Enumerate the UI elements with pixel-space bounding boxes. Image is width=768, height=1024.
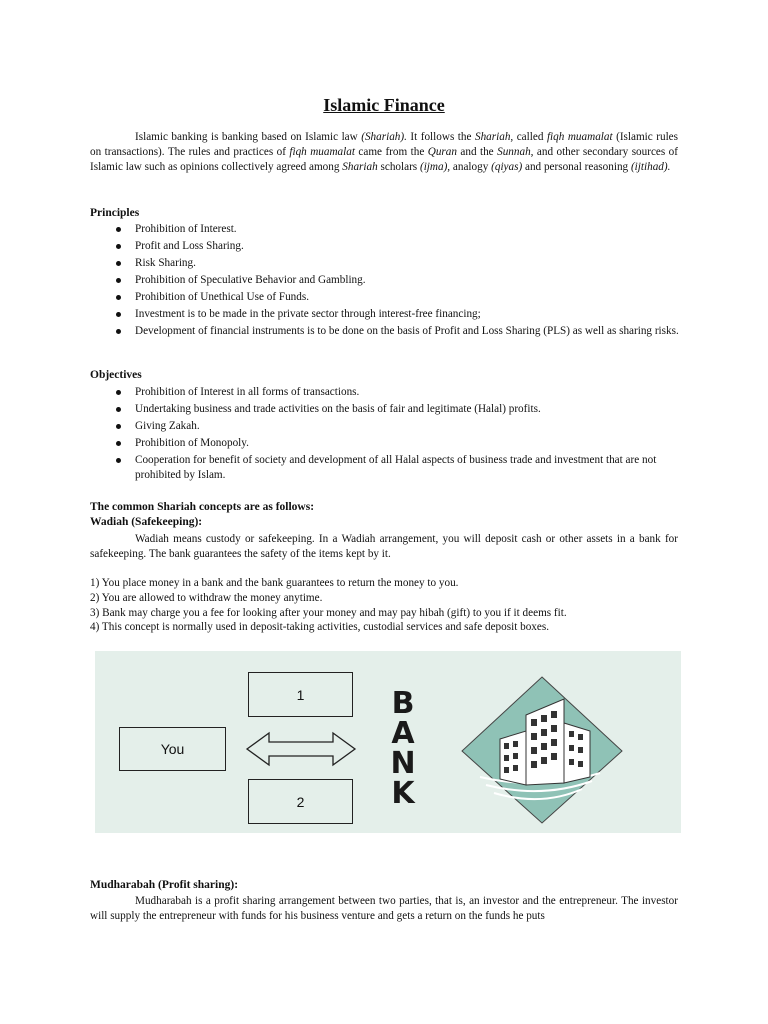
list-item: Prohibition of Monopoly. (90, 436, 680, 451)
objectives-heading: Objectives (90, 369, 142, 381)
step-2-box: 2 (248, 779, 353, 824)
step-line: 4) This concept is normally used in deposit-taking activities, custodial services and safe deposit boxes. (90, 621, 549, 634)
list-item: Prohibition of Unethical Use of Funds. (90, 290, 680, 305)
list-item: Profit and Loss Sharing. (90, 239, 680, 254)
double-arrow-icon (245, 731, 357, 767)
list-item: Prohibition of Interest in all forms of transactions. (90, 385, 680, 400)
intro-paragraph: Islamic banking is banking based on Islamic law (Shariah). It follows the Shariah, called fiqh muamalat (Islamic rules on transactions). The rules and practices of fiqh muamalat came from the Quran and the Sunnah, and other secondary sources of Islamic law such as opinions collectively agreed among Shariah scholars (ijma), analogy (qiyas) and personal reasoning (ijtihad). (90, 131, 678, 174)
page-title: Islamic Finance (323, 95, 445, 115)
principles-list (90, 222, 680, 341)
mudharabah-heading: Mudharabah (Profit sharing): (90, 879, 239, 891)
concepts-heading: The common Shariah concepts are as follows: (90, 501, 315, 513)
principles-heading: Principles (90, 207, 140, 219)
bank-word: B A N K (390, 686, 416, 811)
list-item: Undertaking business and trade activities on the basis of fair and legitimate (Halal) profits. (90, 402, 680, 417)
bank-building-icon (460, 673, 625, 825)
list-item: Development of financial instruments is to be done on the basis of Profit and Loss Sharing (PLS) as well as sharing risks. (90, 324, 680, 339)
list-item: Giving Zakah. (90, 419, 680, 434)
objectives-list (90, 385, 680, 485)
wadiah-paragraph: Wadiah means custody or safekeeping. In a Wadiah arrangement, you will deposit cash or other assets in a bank for safekeeping. The bank guarantees the safety of the items kept by it. (90, 533, 678, 561)
mudharabah-paragraph: Mudharabah is a profit sharing arrangement between two parties, that is, an investor and the entrepreneur. The investor will supply the entrepreneur with funds for his business venture and gets a return on the funds he puts (90, 895, 678, 923)
wadiah-diagram (95, 651, 681, 833)
step-1-box: 1 (248, 672, 353, 717)
list-item: Investment is to be made in the private sector through interest-free financing; (90, 307, 680, 322)
list-item: Prohibition of Speculative Behavior and Gambling. (90, 273, 680, 288)
list-item: Risk Sharing. (90, 256, 680, 271)
list-item: Prohibition of Interest. (90, 222, 680, 237)
you-box: You (119, 727, 226, 771)
wadiah-steps (90, 576, 680, 635)
step-line: 2) You are allowed to withdraw the money anytime. (90, 591, 323, 604)
step-line: 3) Bank may charge you a fee for looking after your money and may pay hibah (gift) to you if it deems fit. (90, 606, 567, 619)
wadiah-heading: Wadiah (Safekeeping): (90, 516, 203, 528)
list-item: Cooperation for benefit of society and development of all Halal aspects of business trade and investment that are not prohibited by Islam. (90, 453, 680, 483)
step-line: 1) You place money in a bank and the bank guarantees to return the money to you. (90, 577, 459, 589)
